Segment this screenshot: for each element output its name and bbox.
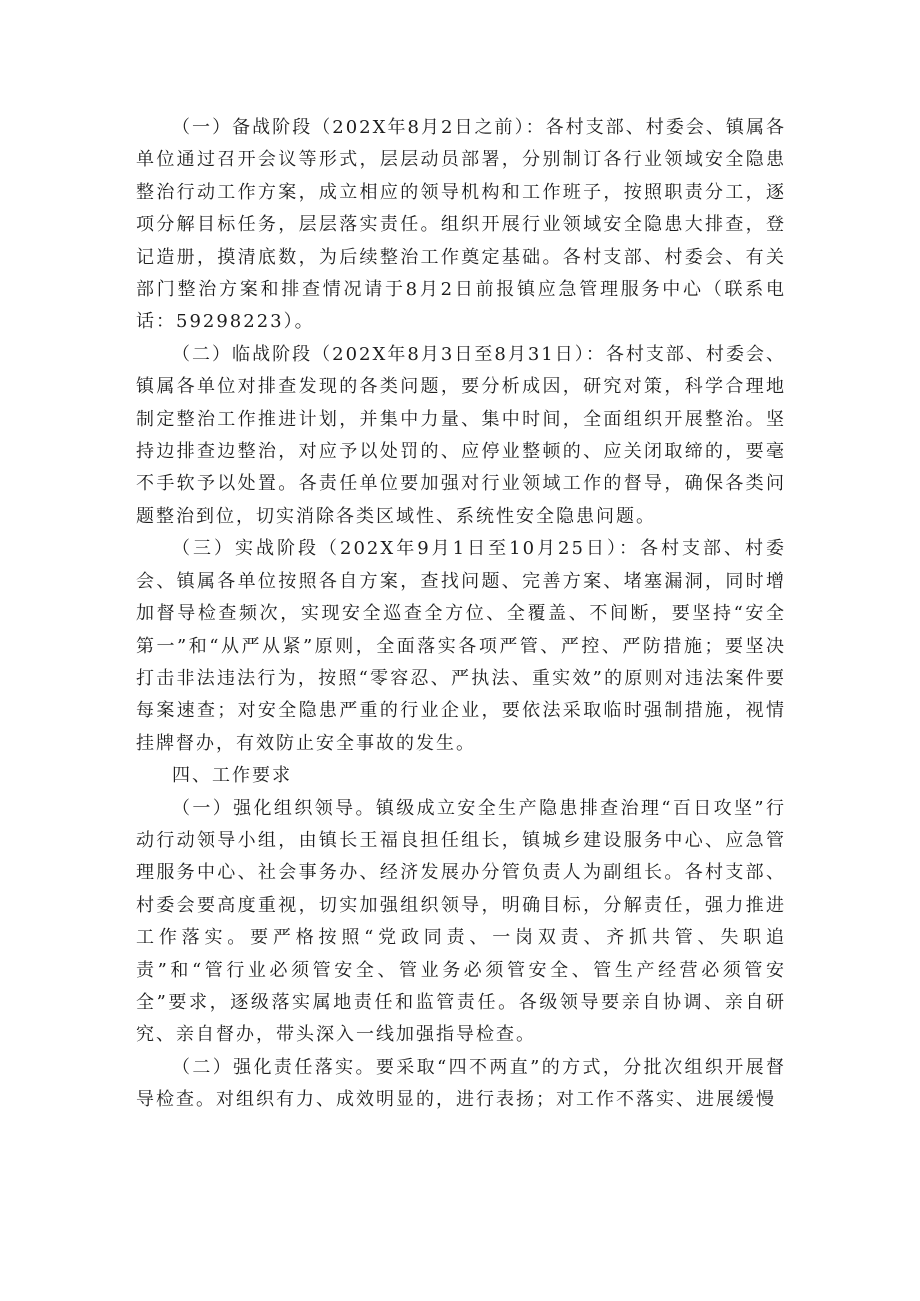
paragraph-pre-battle-stage: （二）临战阶段（202X年8月3日至8月31日）：各村支部、村委会、镇属各单位对排查发现的各类问题，要分析成因，研究对策，科学合理地制定整治工作推进计划，并集中力量、集中时间，全面组织开展整治。坚持边排查边整治，对应予以处罚的、应停业整顿的、应关闭取缔的，要毫不手软予以处置。各责任单位要加强对行业领域工作的督导，确保各类问题整治到位，切实消除各类区域性、系统性安全隐患问题。 — [136, 343, 786, 527]
document-body — [136, 112, 786, 1117]
paragraph-responsibility: （二）强化责任落实。要采取“四不两直”的方式，分批次组织开展督导检查。对组织有力、成效明显的，进行表扬；对工作不落实、进展缓慢 — [136, 1056, 786, 1111]
section-heading-work-requirements: 四、工作要求 — [172, 765, 292, 787]
paragraph-prep-stage: （一）备战阶段（202X年8月2日之前）：各村支部、村委会、镇属各单位通过召开会议等形式，层层动员部署，分别制订各行业领域安全隐患整治行动工作方案，成立相应的领导机构和工作班子，按照职责分工，逐项分解目标任务，层层落实责任。组织开展行业领域安全隐患大排查，登记造册，摸清底数，为后续整治工作奠定基础。各村支部、村委会、有关部门整治方案和排查情况请于8月2日前报镇应急管理服务中心（联系电话：59298223）。 — [136, 117, 786, 333]
paragraph-battle-stage: （三）实战阶段（202X年9月1日至10月25日）：各村支部、村委会、镇属各单位按照各自方案，查找问题、完善方案、堵塞漏洞，同时增加督导检查频次，实现安全巡查全方位、全覆盖、不间断，要坚持“安全第一”和“从严从紧”原则，全面落实各项严管、严控、严防措施；要坚决打击非法违法行为，按照“零容忍、严执法、重实效”的原则对违法案件要每案速查；对安全隐患严重的行业企业，要依法采取临时强制措施，视情挂牌督办，有效防止安全事故的发生。 — [136, 538, 786, 754]
paragraph-organization-leadership: （一）强化组织领导。镇级成立安全生产隐患排查治理“百日攻坚”行动行动领导小组，由镇长王福良担任组长，镇城乡建设服务中心、应急管理服务中心、社会事务办、经济发展办分管负责人为副组长。各村支部、村委会要高度重视，切实加强组织领导，明确目标，分解责任，强力推进工作落实。要严格按照“党政同责、一岗双责、齐抓共管、失职追责”和“管行业必须管安全、管业务必须管安全、管生产经营必须管安全”要求，逐级落实属地责任和监管责任。各级领导要亲自协调、亲自研究、亲自督办，带头深入一线加强指导检查。 — [136, 797, 786, 1046]
